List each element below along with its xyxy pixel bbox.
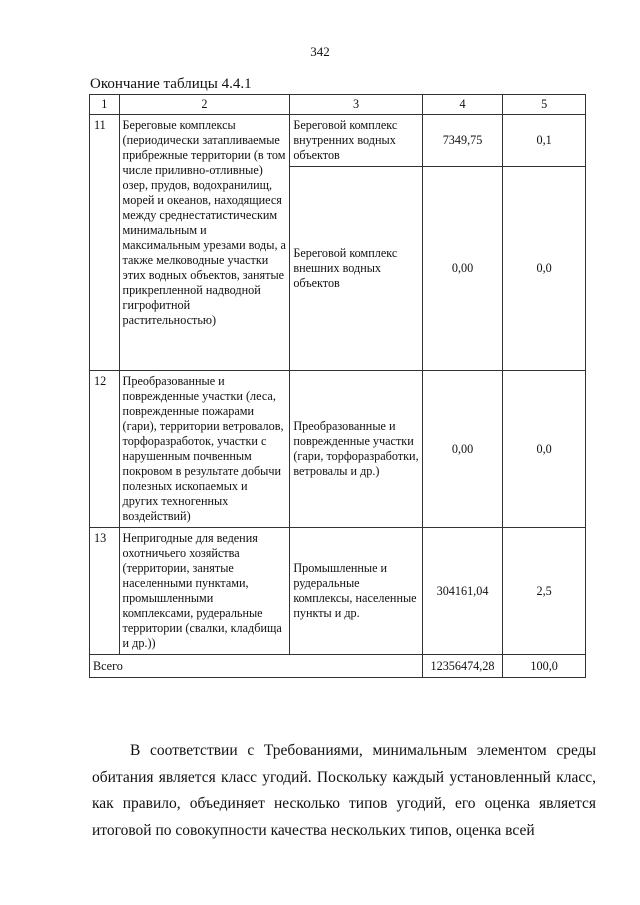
area-value: 7349,75 xyxy=(422,115,503,167)
habitat-type: Преобразованные и поврежденные участки (гари, торфоразработки, ветровалы и др.) xyxy=(290,371,422,528)
table-row xyxy=(90,371,586,528)
area-value: 0,00 xyxy=(422,371,503,528)
header-cell-4: 4 xyxy=(422,95,503,115)
header-cell-2: 2 xyxy=(119,95,290,115)
area-value: 304161,04 xyxy=(422,528,503,655)
page-number: 342 xyxy=(310,44,330,59)
header-cell-3: 3 xyxy=(290,95,422,115)
row-number: 11 xyxy=(90,115,120,371)
category-name: Непригодные для ведения охотничьего хозяйства (территории, занятые населенными пунктами, промышленными комплексами, рудеральные территории (свалки, кладбища и др.)) xyxy=(119,528,290,655)
percent-value: 2,5 xyxy=(503,528,586,655)
table-total-row xyxy=(90,655,586,678)
table-caption: Окончание таблицы 4.4.1 xyxy=(90,76,252,92)
total-percent: 100,0 xyxy=(503,655,586,678)
percent-value: 0,0 xyxy=(503,371,586,528)
habitat-type: Береговой комплекс внутренних водных объектов xyxy=(290,115,422,167)
header-cell-5: 5 xyxy=(503,95,586,115)
category-name: Преобразованные и поврежденные участки (леса, поврежденные пожарами (гари), территории ветровалов, торфоразработок, участки с нарушенным почвенным покровом в результате добычи полезных ископаемых и других техногенных воздействий) xyxy=(119,371,290,528)
table-header-row xyxy=(90,95,586,115)
total-label: Всего xyxy=(90,655,423,678)
body-paragraph: В соответствии с Требованиями, минимальным элементом среды обитания является класс угодий. Поскольку каждый установленный класс, как правило, объединяет несколько типов угодий, его оценка является итоговой по совокупности качества нескольких типов, оценка всей xyxy=(92,742,596,839)
table-row xyxy=(90,115,586,167)
percent-value: 0,0 xyxy=(503,167,586,371)
habitat-type: Береговой комплекс внешних водных объектов xyxy=(290,167,422,371)
row-number: 13 xyxy=(90,528,120,655)
total-area: 12356474,28 xyxy=(422,655,503,678)
category-name: Береговые комплексы (периодически затапливаемые прибрежные территории (в том числе приливно-отливные) озер, прудов, водохранилищ, морей и океанов, находящиеся между среднестатистическим минимальным и максимальным урезами воды, а также мелководные участки этих водных объектов, занятые прикрепленной надводной гигрофитной растительностью) xyxy=(119,115,290,371)
habitat-type: Промышленные и рудеральные комплексы, населенные пункты и др. xyxy=(290,528,422,655)
header-cell-1: 1 xyxy=(90,95,120,115)
habitat-table xyxy=(89,94,586,678)
row-number: 12 xyxy=(90,371,120,528)
table-row xyxy=(90,528,586,655)
area-value: 0,00 xyxy=(422,167,503,371)
percent-value: 0,1 xyxy=(503,115,586,167)
